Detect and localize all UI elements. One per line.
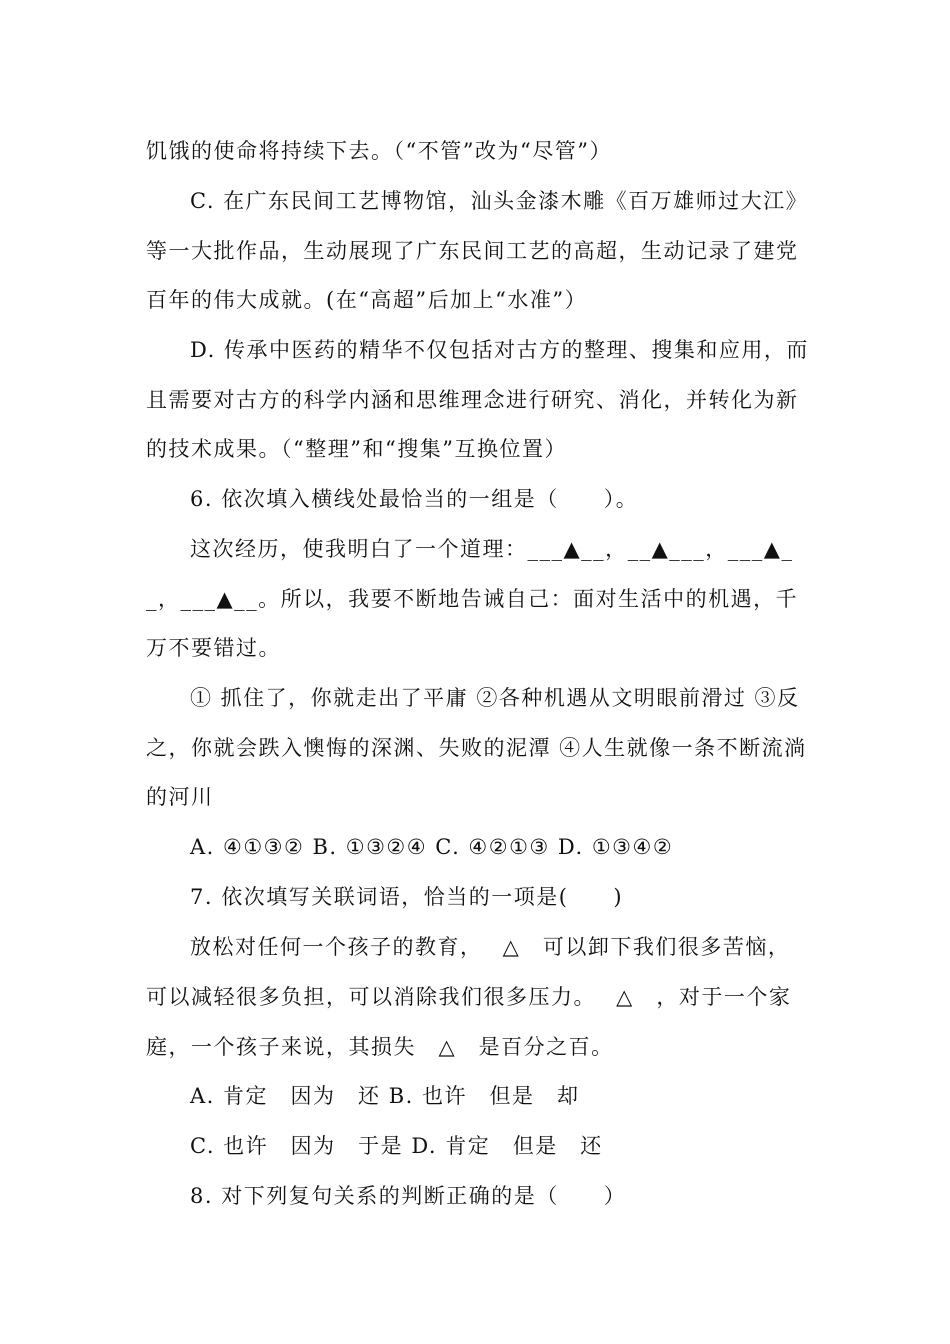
- question-6-options: A. ④①③② B. ①③②④ C. ④②①③ D. ①③④②: [190, 835, 674, 859]
- option-d-line-3: 的技术成果。（“整理”和“搜集”互换位置）: [146, 437, 567, 461]
- question-6-title: 6. 依次填入横线处最恰当的一组是（ ）。: [190, 487, 639, 511]
- question-6-passage-line-1: 这次经历，使我明白了一个道理：___▲__，__▲___，___▲_: [190, 537, 794, 561]
- question-6-items-line-3: 的河川: [146, 785, 214, 809]
- question-6-items-line-1: ① 抓住了，你就走出了平庸 ②各种机遇从文明眼前滑过 ③反: [190, 686, 800, 710]
- question-6-passage-line-3: 万不要错过。: [146, 636, 281, 660]
- question-7-passage-line-3: 庭，一个孩子来说，其损失 △ 是百分之百。: [146, 1035, 614, 1059]
- question-7-options-ab: A. 肯定 因为 还 B. 也许 但是 却: [190, 1084, 580, 1108]
- question-6-passage-line-2: _，___▲__。所以，我要不断地告诫自己：面对生活中的机遇，千: [146, 587, 799, 611]
- question-7-title: 7. 依次填写关联词语，恰当的一项是( ): [190, 885, 624, 909]
- question-7-passage-line-2: 可以减轻很多负担，可以消除我们很多压力。 △ ，对于一个家: [146, 985, 792, 1009]
- option-c-line-2: 等一大批作品，生动展现了广东民间工艺的高超，生动记录了建党: [146, 239, 799, 263]
- question-7-options-cd: C. 也许 因为 于是 D. 肯定 但是 还: [190, 1134, 603, 1158]
- question-6-items-line-2: 之，你就会跌入懊悔的深渊、失败的泥潭 ④人生就像一条不断流淌: [146, 736, 807, 760]
- question-8-title: 8. 对下列复句关系的判断正确的是（ ）: [190, 1184, 627, 1208]
- option-c-line-1: C. 在广东民间工艺博物馆，汕头金漆木雕《百万雄师过大江》: [190, 189, 809, 213]
- option-d-line-1: D. 传承中医药的精华不仅包括对古方的整理、搜集和应用，而: [190, 338, 809, 362]
- option-d-line-2: 且需要对古方的科学内涵和思维理念进行研究、消化，并转化为新: [146, 388, 799, 412]
- text-line-1: 饥饿的使命将持续下去。（“不管”改为“尽管”）: [146, 139, 612, 163]
- question-7-passage-line-1: 放松对任何一个孩子的教育， △ 可以卸下我们很多苦恼，: [190, 935, 791, 959]
- option-c-line-3: 百年的伟大成就。(在“高超”后加上“水准”）: [146, 288, 588, 312]
